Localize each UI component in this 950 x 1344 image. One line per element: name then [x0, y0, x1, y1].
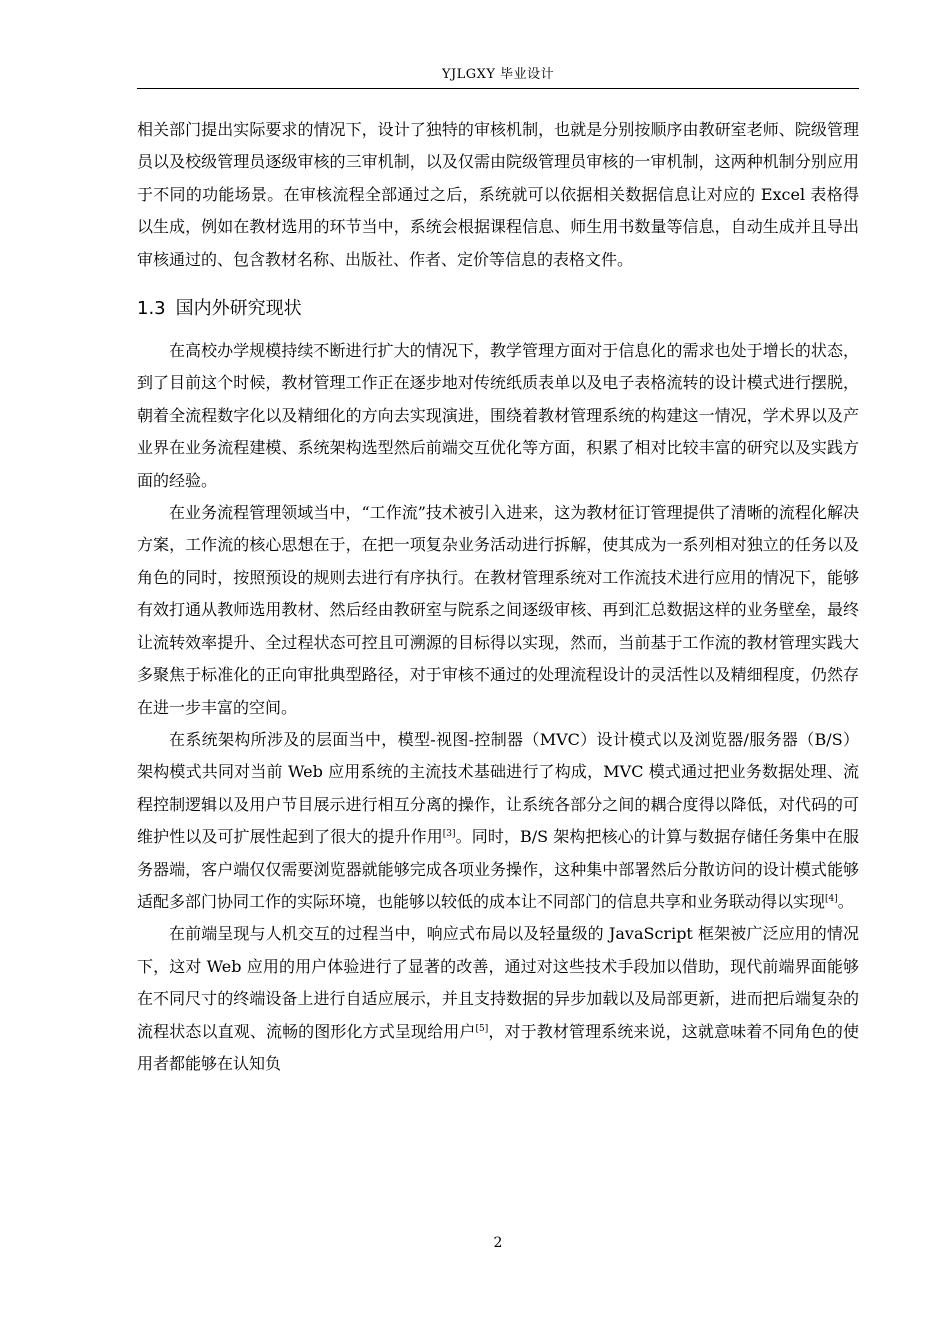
header-divider	[137, 88, 859, 89]
paragraph-2: 在业务流程管理领域当中，“工作流”技术被引入进来，这为教材征订管理提供了清晰的流程化解决方案，工作流的核心思想在于，在把一项复杂业务活动进行拆解，使其成为一系列相对独立的任务以及角色的同时，按照预设的规则去进行有序执行。在教材管理系统对工作流技术进行应用的情况下，能够有效打通从教师选用教材、然后经由教研室与院系之间逐级审核、再到汇总数据这样的业务壁垒，最终让流转效率提升、全过程状态可控且可溯源的目标得以实现，然而，当前基于工作流的教材管理实践大多聚焦于标准化的正向审批典型路径，对于审核不通过的处理流程设计的灵活性以及精细程度，仍然存在进一步丰富的空间。	[137, 503, 859, 717]
paragraph-4-text-b: ，对于教材管理系统来说，这就意味着不同角色的使用者都能够在认知负	[137, 1021, 859, 1073]
paragraph-3-text-a: 在系统架构所涉及的层面当中，模型-视图-控制器（MVC）设计模式以及浏览器/服务器（B/S）架构模式共同对当前 Web 应用系统的主流技术基础进行了构成，MVC 模式通过把业务数据处理、流程控制逻辑以及用户节目展示进行相互分离的操作，让系统各部分之间的耦合度得以降低，对代码的可维护性以及可扩展性起到了很大的提升作用	[137, 729, 859, 847]
section-number: 1.3	[137, 298, 166, 320]
paragraph-1: 在高校办学规模持续不断进行扩大的情况下，教学管理方面对于信息化的需求也处于增长的状态，到了目前这个时候，教材管理工作正在逐步地对传统纸质表单以及电子表格流转的设计模式进行摆脱，朝着全流程数字化以及精细化的方向去实现演进，围绕着教材管理系统的构建这一情况，学术界以及产业界在业务流程建模、系统架构选型然后前端交互优化等方面，积累了相对比较丰富的研究以及实践方面的经验。	[137, 341, 859, 490]
citation-3: [3]	[442, 829, 456, 840]
paragraph-3-text-b: 。同时，B/S 架构把核心的计算与数据存储任务集中在服务器端，客户端仅仅需要浏览器就能够完成各项业务操作，这种集中部署然后分散访问的设计模式能够适配多部门协同工作的实际环境，也能够以较低的成本让不同部门的信息共享和业务联动得以实现	[137, 827, 859, 911]
section-heading	[137, 294, 859, 324]
page-header: YJLGXY 毕业设计	[441, 67, 555, 82]
intro-paragraph: 相关部门提出实际要求的情况下，设计了独特的审核机制，也就是分别按顺序由教研室老师、院级管理员以及校级管理员逐级审核的三审机制，以及仅需由院级管理员审核的一审机制，这两种机制分别应用于不同的功能场景。在审核流程全部通过之后，系统就可以依据相关数据信息让对应的 Excel 表格得以生成，例如在教材选用的环节当中，系统会根据课程信息、师生用书数量等信息，自动生成并且导出审核通过的、包含教材名称、出版社、作者、定价等信息的表格文件。	[137, 120, 859, 269]
paragraph-3-text-c: 。	[837, 891, 854, 911]
paragraph-3	[137, 724, 859, 918]
citation-5: [5]	[475, 1023, 489, 1034]
document-body	[137, 114, 859, 1080]
page-number: 2	[493, 1235, 503, 1251]
section-title: 国内外研究现状	[175, 298, 302, 320]
citation-4: [4]	[825, 893, 838, 904]
paragraph-4-text-a: 在前端呈现与人机交互的过程当中，响应式布局以及轻量级的 JavaScript 框架被广泛应用的情况下，这对 Web 应用的用户体验进行了显著的改善，通过对这些技术手段加以借助，现代前端界面能够在不同尺寸的终端设备上进行自适应展示，并且支持数据的异步加载以及局部更新，进而把后端复杂的流程状态以直观、流畅的图形化方式呈现给用户	[137, 924, 859, 1041]
paragraph-4	[137, 918, 859, 1080]
